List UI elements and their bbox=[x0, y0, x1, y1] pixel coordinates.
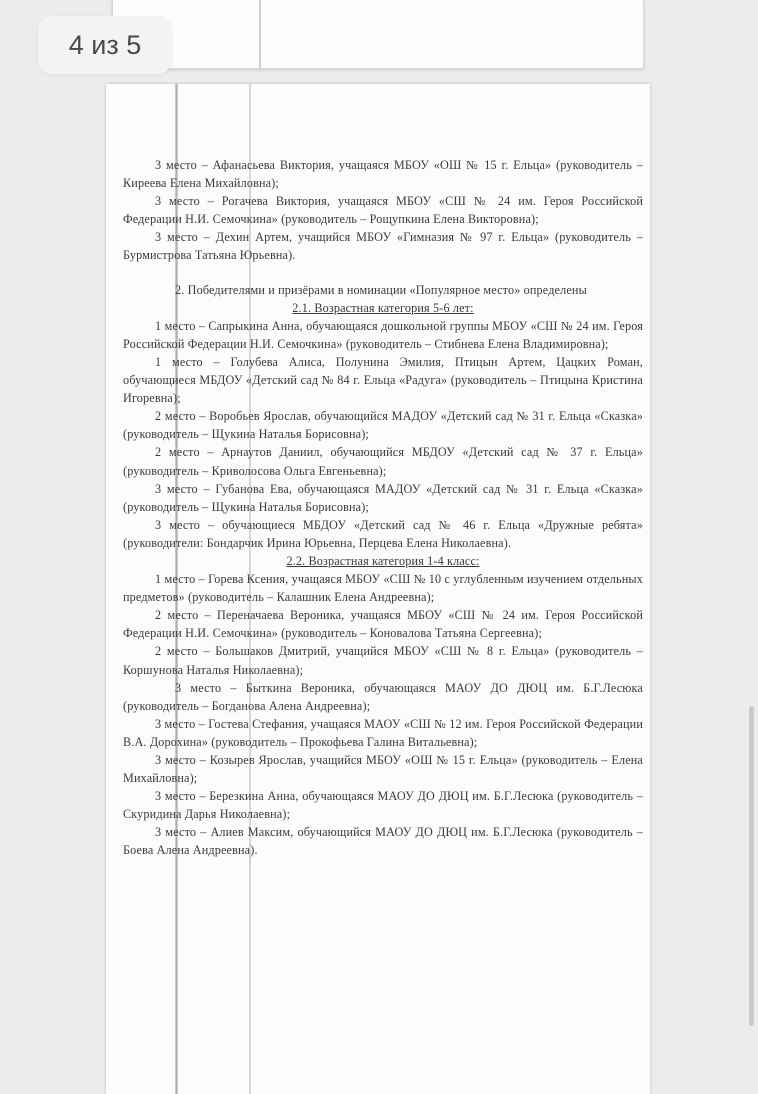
paragraph: 3 место – Быткина Вероника, обучающаяся МАОУ ДО ДЮЦ им. Б.Г.Лесюка (руководитель – Богданова Алена Андреевна); bbox=[123, 680, 643, 713]
paragraph: 3 место – Козырев Ярослав, учащийся МБОУ «ОШ № 15 г. Ельца» (руководитель – Елена Михайловна); bbox=[123, 753, 643, 786]
paragraph: 3 место – обучающиеся МБДОУ «Детский сад № 46 г. Ельца «Дружные ребята» (руководители: Бондарчик Ирина Юрьевна, Перцева Елена Николаевна). bbox=[123, 517, 643, 550]
paragraph: 1 место – Горева Ксения, учащаяся МБОУ «СШ № 10 с углубленным изучением отдельных предметов» (руководитель – Калашник Елена Андреевна); bbox=[123, 572, 643, 605]
paragraph: 3 место – Березкина Анна, обучающаяся МАОУ ДО ДЮЦ им. Б.Г.Лесюка (руководитель – Скуридина Дарья Николаевна); bbox=[123, 789, 643, 822]
paragraph: 2 место – Переначаева Вероника, учащаяся МБОУ «СШ № 24 им. Героя Российской Федерации Н.И. Семочкина» (руководитель – Коновалова Татьяна Сергеевна); bbox=[123, 608, 643, 641]
paragraph: 3 место – Губанова Ева, обучающаяся МАДОУ «Детский сад № 31 г. Ельца «Сказка» (руководитель – Щукина Наталья Борисовна); bbox=[123, 481, 643, 514]
document-page bbox=[106, 84, 650, 1094]
subsection-title: 2.1. Возрастная категория 5-6 лет: bbox=[292, 300, 474, 315]
section-heading-paragraph: 2. Победителями и призёрами в номинации «Популярное место» определены bbox=[175, 282, 587, 297]
page-indicator: 4 из 5 bbox=[38, 16, 172, 74]
paragraph: 2 место – Большаков Дмитрий, учащийся МБОУ «СШ № 8 г. Ельца» (руководитель – Коршунова Наталья Николаевна); bbox=[123, 644, 643, 677]
paragraph: 3 место – Рогачева Виктория, учащаяся МБОУ «СШ № 24 им. Героя Российской Федерации Н.И. Семочкина» (руководитель – Рощупкина Елена Викторовна); bbox=[123, 194, 643, 227]
subsection-title: 2.2. Возрастная категория 1-4 класс: bbox=[286, 553, 480, 568]
vertical-scrollbar[interactable] bbox=[749, 706, 754, 1026]
paragraph: 3 место – Дехин Артем, учащийся МБОУ «Гимназия № 97 г. Ельца» (руководитель – Бурмистрова Татьяна Юрьевна). bbox=[123, 230, 643, 263]
paragraph: 1 место – Голубева Алиса, Полунина Эмилия, Птицын Артем, Цацких Роман, обучающиеся МБДОУ «Детский сад № 84 г. Ельца «Радуга» (руководитель – Птицына Кристина Игоревна); bbox=[123, 354, 643, 406]
paragraph: 2 место – Арнаутов Даниил, обучающийся МБДОУ «Детский сад № 37 г. Ельца» (руководитель – Криволосова Ольга Евгеньевна); bbox=[123, 445, 643, 478]
paragraph: 3 место – Алиев Максим, обучающийся МАОУ ДО ДЮЦ им. Б.Г.Лесюка (руководитель – Боева Алена Андреевна). bbox=[123, 825, 643, 858]
previous-page-edge bbox=[112, 0, 644, 69]
paragraph: 1 место – Сапрыкина Анна, обучающаяся дошкольной группы МБОУ «СШ № 24 им. Героя Российской Федерации Н.И. Семочкина» (руководитель – Стибнева Елена Владимировна); bbox=[123, 318, 643, 351]
paragraph: 3 место – Афанасьева Виктория, учащаяся МБОУ «ОШ № 15 г. Ельца» (руководитель – Киреева Елена Михайловна); bbox=[123, 158, 643, 191]
paragraph: 3 место – Гостева Стефания, учащаяся МАОУ «СШ № 12 им. Героя Российской Федерации В.А. Дорохина» (руководитель – Прокофьева Галина Витальевна); bbox=[123, 716, 643, 749]
paragraph: 2 место – Воробьев Ярослав, обучающийся МАДОУ «Детский сад № 31 г. Ельца «Сказка» (руководитель – Щукина Наталья Борисовна); bbox=[123, 409, 643, 442]
document-text bbox=[123, 156, 643, 860]
previous-page-crease bbox=[259, 0, 261, 68]
